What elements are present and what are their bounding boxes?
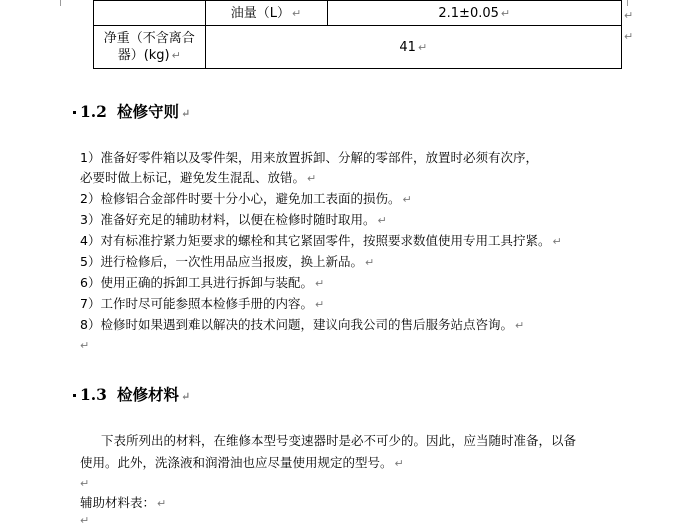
list-item [80,316,524,334]
table-row [94,1,622,26]
table-cell-empty [94,1,206,26]
weight-label-line1: 净重（不含离合 [103,31,195,46]
paragraph-line [80,454,404,472]
list-item [80,169,316,187]
empty-paragraph-mark: ↵ [80,514,90,527]
paragraph-mark: ↵ [364,256,375,269]
list-item [80,295,324,313]
spec-table [93,0,622,69]
paragraph-text: 下表所列出的材料，在维修本型号变速器时是必不可少的。因此，应当随时准备，以备 [101,433,577,448]
paragraph-line [101,432,576,449]
empty-paragraph-mark: ↵ [80,339,90,352]
list-item-text: 6）使用正确的拆卸工具进行拆卸与装配。 [80,275,313,290]
section-title: 检修材料 [116,385,179,404]
list-item-text: 8）检修时如果遇到难以解决的技术问题，建议向我公司的售后服务站点咨询。 [80,317,513,332]
cell-mark: ↵ [417,40,428,54]
paragraph-mark: ↵ [314,298,325,311]
section-number: 1.3 [80,385,107,404]
list-item [80,274,324,292]
heading-bullet-icon [73,394,76,397]
list-item-text: 3）准备好充足的辅助材料，以便在检修时随时取用。 [80,212,376,227]
weight-label-line2: 器）(kg) [117,48,170,63]
paragraph-mark: ↵ [180,390,191,403]
list-item-text: 5）进行检修后，一次性用品应当报废，换上新品。 [80,254,363,269]
paragraph-mark: ↵ [402,193,412,206]
empty-paragraph-mark: ↵ [80,477,90,490]
paragraph-mark: ↵ [157,497,167,510]
row-end-mark: ↵ [624,30,634,43]
table-cell-weight-value [205,26,621,69]
cell-mark: ↵ [292,6,302,20]
list-item-text: 7）工作时尽可能参照本检修手册的内容。 [80,296,313,311]
cell-mark: ↵ [500,6,511,20]
aux-material-label [80,494,166,512]
table-cell-oil-value [327,1,622,26]
paragraph-mark: ↵ [377,214,387,227]
paragraph-mark: ↵ [314,277,325,290]
section-number: 1.2 [80,102,107,121]
paragraph-mark: ↵ [552,235,562,248]
oil-value: 2.1±0.05 [438,5,499,21]
crop-mark-right [627,0,628,6]
list-item [80,149,538,166]
table-cell-oil-label [205,1,327,26]
list-item [80,190,412,208]
section-title: 检修守则 [116,102,179,121]
table-row [94,26,622,69]
list-item-text: 2）检修铝合金部件时要十分小心，避免加工表面的损伤。 [80,191,401,206]
paragraph-mark: ↵ [307,172,317,185]
list-item-text: 1）准备好零件箱以及零件架，用来放置拆卸、分解的零部件，放置时必须有次序， [80,150,538,165]
heading-bullet-icon [73,111,76,114]
aux-label-text: 辅助材料表： [80,495,156,510]
list-item-text: 4）对有标准拧紧力矩要求的螺栓和其它紧固零件，按照要求数值使用专用工具拧紧。 [80,233,551,248]
paragraph-mark: ↵ [514,319,525,332]
crop-mark-left [60,0,61,6]
paragraph-mark: ↵ [180,107,191,120]
table-cell-weight-label [94,26,206,69]
cell-mark: ↵ [171,49,181,62]
list-item-text: 必要时做上标记，避免发生混乱、放错。 [80,170,306,185]
paragraph-text: 使用。此外，洗涤液和润滑油也应尽量使用规定的型号。 [80,455,393,470]
list-item [80,232,562,250]
row-end-mark: ↵ [624,9,634,22]
section-heading-1-2 [73,100,190,122]
list-item [80,253,374,271]
oil-label: 油量（L） [230,5,291,21]
paragraph-mark: ↵ [394,457,404,470]
list-item [80,211,387,229]
section-heading-1-3 [73,383,190,405]
weight-value: 41 [399,39,416,55]
